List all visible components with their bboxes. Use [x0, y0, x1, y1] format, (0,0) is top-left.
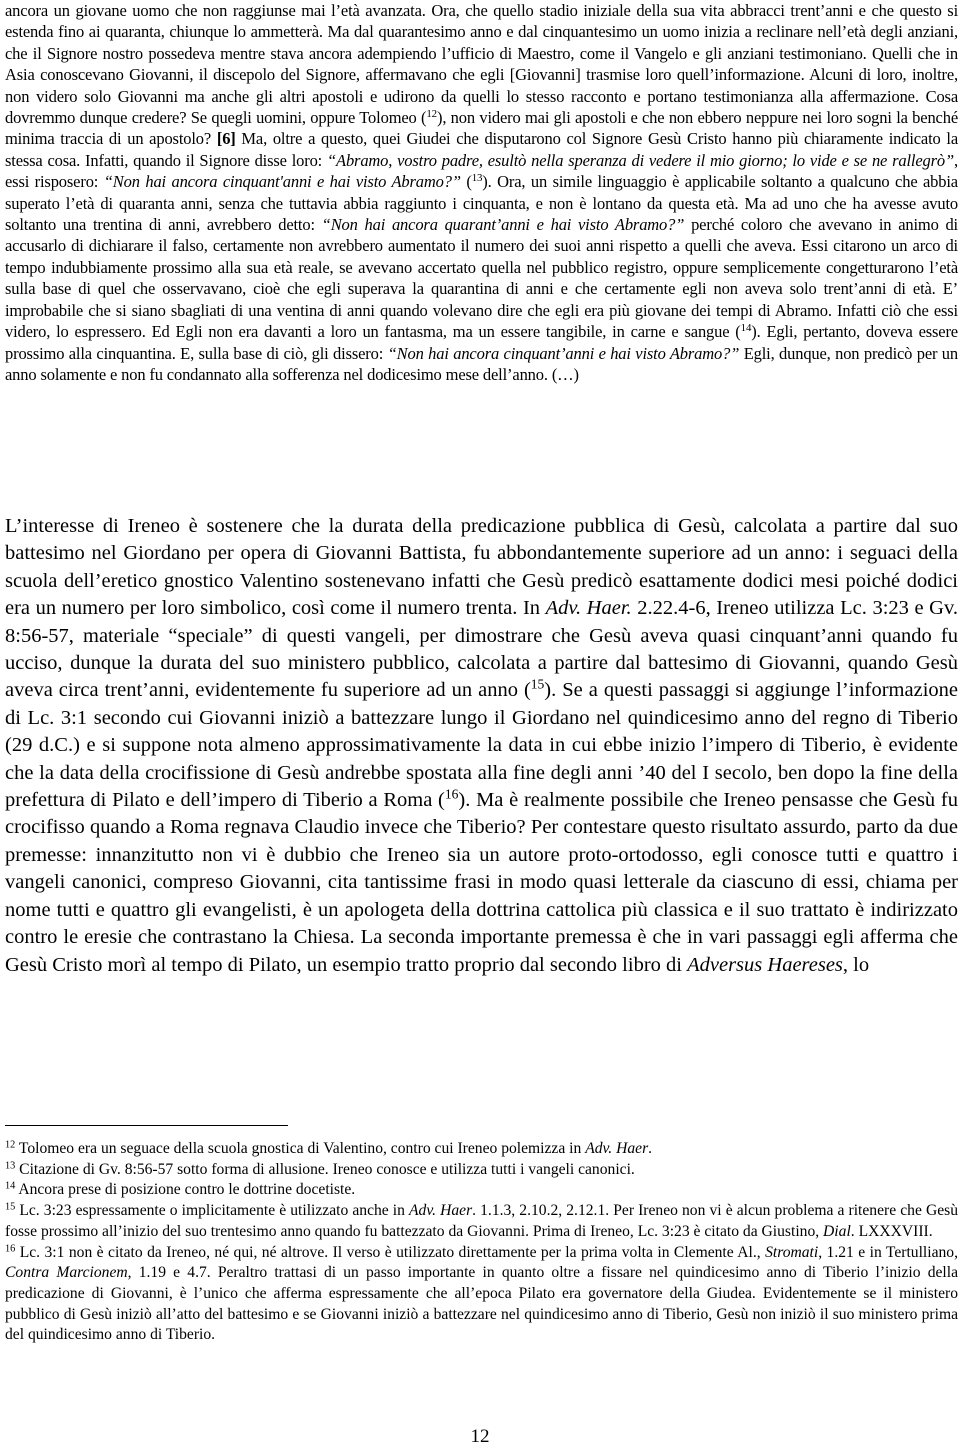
- body-paragraph: [5, 513, 958, 979]
- footnote-ref-12[interactable]: 12: [426, 108, 437, 121]
- footnote-15: [5, 1201, 958, 1242]
- quote-text: Ma, oltre a questo, quei Giudei che disputarono col Signore Gesù Cristo hanno più chiaramente indicato la stessa cosa. Infatti, quando il Signore disse loro:: [5, 129, 959, 170]
- body-text-run: 2.22.4-6, Ireneo utilizza Lc. 3:23 e Gv. 8:56-57, materiale “speciale” di questi vangeli, per dimostrare che Gesù aveva quasi cinquant’anni quando fu ucciso, dunque la durata del suo ministero pubblico, calcolata a partire dal battesimo di Giovanni, quando Gesù aveva circa trent’anni, evidentemente fu superiore ad un anno (: [5, 597, 958, 702]
- footnote-text: .: [648, 1140, 653, 1157]
- body-text: [5, 513, 958, 979]
- work-title: Adv. Haer: [409, 1202, 473, 1220]
- quote-italic: Abramo, vostro padre, esultò nella speranza di vedere il mio giorno; lo vide e se ne rallegrò: [336, 150, 945, 170]
- footnote-14: [5, 1180, 958, 1201]
- quote-text: perché coloro che avevano in animo di accusarlo di dichiarare il falso, certamente non avrebbero aumentato il numero dei suoi anni rispetto a quelli che aveva. Essi citarono un arco di tempo indubbiamente prossimo alla sua età reale, se avevano accertato quella nel pubblico registro, oppure semplicemente congetturarono l’età sulla base di quel che osservavano, cioè che egli superava la quarantina di anni e che certamente egli non aveva solo trent’anni di età. E’ improbabile che si siano sbagliati di una ventina di anni quando volevano dire che egli era più giovane dei tempi di Abramo. Infatti ciò che essi videro, lo espressero. Ed Egli non era davanti a loro un fantasma, ma un essere tangibile, in carne e sangue (: [5, 215, 958, 342]
- work-title: Adv. Haer.: [545, 597, 632, 620]
- footnote-16: [5, 1243, 958, 1347]
- body-text-run: ). Se a questi passaggi si aggiunge l’informazione di Lc. 3:1 secondo cui Giovanni iniziò a battezzare lungo il Giordano nel quindicesimo anno del regno di Tiberio (29 d.C.) e si suppone nota almeno approssimativamente la data in cui ebbe inizio l’impero di Tiberio, è evidente che la data della crocifissione di Gesù andrebbe spostata alla fine degli anni ’40 del I secolo, ben dopo la fine della prefettura di Pilato e dell’impero di Tiberio a Roma (: [5, 679, 958, 812]
- footnote-text: . LXXXVIII.: [850, 1222, 933, 1240]
- footnote-text: Ancora prese di posizione contro le dottrine docetiste.: [15, 1181, 356, 1199]
- quote-text: , essi risposero:: [5, 150, 958, 192]
- quote-italic: Non hai ancora cinquant’anni e hai visto Abramo?: [396, 343, 731, 363]
- footnote-number: 16: [5, 1242, 16, 1254]
- footnote-text: Citazione di Gv. 8:56-57 sotto forma di allusione. Ireneo conosce e utilizza tutti i vangeli canonici.: [15, 1160, 635, 1178]
- work-title: Stromati: [765, 1243, 819, 1261]
- quote-italic: Non hai ancora cinquant'anni e hai visto Abramo?: [112, 172, 452, 192]
- footnote-text: , 1.19 e 4.7. Peraltro trattasi di un passo importante in quanto oltre a fissare nel quindicesimo anno di Tiberio l’inizio della predicazione di Giovanni, è l’unico che afferma espressamente che all’epoca Pilato era governatore della Giudea. Evidentemente se il ministero pubblico di Gesù iniziò all’atto del battesimo e se Giovanni iniziò a battezzare nel quindicesimo anno di Tiberio, Gesù non iniziò il suo ministero prima del quindicesimo anno di Tiberio.: [5, 1264, 958, 1344]
- work-title: Contra Marcionem: [5, 1264, 128, 1282]
- section-marker: [6]: [216, 129, 236, 149]
- footnote-12: [5, 1139, 958, 1160]
- quote-paragraph: ancora un giovane uomo che non raggiunse mai l’età avanzata. Ora, che quello stadio iniziale della sua vita abbracci trent’anni e che questo si estenda fino ai quaranta, chiunque lo ammetterà. Ma dal quarantesimo anno e dal cinquantesimo un uomo inizia a reclinare nell’età degli anziani, che il Signore nostro possedeva mentre stava ancora adempiendo l’ufficio di Maestro, come il Vangelo e gli anziani testimoniano. Quelli che in Asia conoscevano Giovanni, il discepolo del Signore, affermavano che egli [Giovanni] trasmise loro quell’informazione. Alcuni di loro, inoltre, non videro solo Giovanni ma anche gli altri apostoli e udirono da quelli lo stesso racconto e portano testimonianza alla affermazione. Cosa dovremmo dunque credere? Se quegli uomini, oppure Tolomeo ($^{12}$), non videro mai gli apostoli e che non ebbero neppure nei loro sogni la benché minima traccia di un apostolo? [6] Ma, oltre a questo, quei Giudei che disputarono col Signore Gesù Cristo hanno più chiaramente indicato la stessa cosa. Infatti, quando il Signore disse loro: “Abramo, vostro padre, esultò nella speranza di vedere il mio giorno; lo vide e se ne rallegrò”, essi risposero: “Non hai ancora cinquant'anni e hai visto Abramo?” ($^{13}$). Ora, un simile linguaggio è applicabile soltanto a qualcuno che abbia superato l’età di quaranta anni, senza che tuttavia abbia raggiunto i cinquanta, e non è lontano da questa età. Ma ad uno che ha avesse avuto soltanto una trentina di anni, avrebbero detto: “Non hai ancora quarant’anni e hai visto Abramo?” perché coloro che avevano in animo di accusarlo di dichiarare il falso, certamente non avrebbero aumentato il numero dei suoi anni rispetto a quelli che aveva. Essi citarono un arco di tempo indubbiamente prossimo alla sua età reale, se avevano accertato quella nel pubblico registro, oppure semplicemente congetturarono l’età sulla base di quel che osservavano, cioè che egli superava la quarantina di anni e che certamente egli non aveva solo trent’anni di età. E’ improbabile che si siano sbagliati di una ventina di anni quando volevano dire che egli era più giovane dei tempi di Abramo. Infatti ciò che essi videro, lo espressero. Ed Egli non era davanti a loro un fantasma, ma un essere tangibile, in carne e sangue ($^{14}$). Egli, pertanto, doveva essere prossimo alla cinquantina. E, sulla base di ciò, gli dissero: “Non hai ancora cinquant’anni e hai visto Abramo?” Egli, dunque, non predicò per un anno solamente e non fu condannato alla sofferenza nel dodicesimo mese dell’anno. (…): [5, 1, 959, 384]
- quote-italic: Non hai ancora quarant’anni e hai visto Abramo?: [330, 215, 676, 235]
- page-number: 12: [470, 1426, 490, 1447]
- footnote-ref-15[interactable]: 15: [530, 677, 545, 692]
- quote-text: ), non videro mai gli apostoli e che non ebbero neppure nei loro sogni la benché minima traccia di un apostolo?: [5, 108, 959, 149]
- work-title: Adversus Haereses: [687, 953, 843, 976]
- footnote-13: [5, 1160, 958, 1181]
- footnote-text: Lc. 3:1 non è citato da Ireneo, né qui, né altrove. Il verso è utilizzato direttamente per la prima volta in Clemente Al.,: [15, 1243, 766, 1261]
- footnote-ref-14[interactable]: 14: [740, 322, 752, 335]
- footnote-separator: [5, 1125, 288, 1126]
- footnote-number: 14: [5, 1180, 16, 1192]
- footnote-ref-13[interactable]: 13: [471, 172, 483, 185]
- quote-text: (: [460, 172, 472, 192]
- quote-text: ). Ora, un simile linguaggio è applicabile soltanto a qualcuno che abbia superato l’età di quaranta anni, senza che tuttavia abbia raggiunto i cinquanta, e non è lontano da questa età. Ma ad uno che ha avesse avuto soltanto una trentina di anni, avrebbero detto:: [5, 172, 958, 235]
- work-title: Adv. Haer: [585, 1140, 649, 1157]
- body-text-run: , lo: [842, 953, 870, 976]
- footnote-number: 15: [5, 1201, 16, 1213]
- footnote-text: Lc. 3:23 espressamente o implicitamente è utilizzato anche in: [15, 1202, 410, 1220]
- footnotes: [5, 1139, 958, 1346]
- body-text-run: ). Ma è realmente possibile che Ireneo pensasse che Gesù fu crocifisso quando a Roma regnava Claudio invece che Tiberio? Per contestare questo risultato assurdo, parto da due premesse: innanzitutto non vi è dubbio che Ireneo sia un autore proto-ortodosso, egli conosce tutti e quattro i vangeli canonici, compreso Giovanni, cita tantissime frasi in modo quasi letterale da ciascuno di essi, chiama per nome tutti e quattro gli evangelisti, è un apologeta della dottrina cattolica più classica e il suo trattato è indirizzato contro le eresie che contrastano la Chiesa. La seconda importante premessa è che in vari passaggi egli afferma che Gesù Cristo morì al tempo di Pilato, un esempio tratto proprio dal secondo libro di: [5, 789, 958, 976]
- work-title: Dial: [823, 1222, 851, 1240]
- footnote-text: Tolomeo era un seguace della scuola gnostica di Valentino, contro cui Ireneo polemizza in: [15, 1140, 586, 1157]
- quote-text: ancora un giovane uomo che non raggiunse mai l’età avanzata. Ora, che quello stadio iniziale della sua vita abbracci trent’anni e che questo si estenda fino ai quaranta, chiunque lo ammetterà. Ma dal quarantesimo anno e dal cinquantesimo un uomo inizia a reclinare nell’età degli anziani, che il Signore nostro possedeva mentre stava ancora adempiendo l’ufficio di Maestro, come il Vangelo e gli anziani testimoniano. Quelli che in Asia conoscevano Giovanni, il discepolo del Signore, affermavano che egli [Giovanni] trasmise loro quell’informazione. Alcuni di loro, inoltre, non videro solo Giovanni ma anche gli altri apostoli e udirono da quelli lo stesso racconto e portano testimonianza alla affermazione. Cosa dovremmo dunque credere? Se quegli uomini, oppure Tolomeo (: [5, 1, 958, 128]
- footnote-text: . 1.1.3, 2.10.2, 2.12.1. Per Ireneo non vi è alcun problema a ritenere che Gesù fosse prossimo all’inizio del suo trentesimo anno quando fu battezzato da Giovanni. Prima di Ireneo, Lc. 3:23 è citato da Giustino,: [5, 1202, 958, 1240]
- footnote-text: , 1.21 e in Tertulliano,: [818, 1243, 958, 1261]
- footnote-number: 12: [5, 1139, 16, 1151]
- quote-text: Egli, dunque, non predicò per un anno solamente e non fu condannato alla sofferenza nel dodicesimo mese dell’anno. (…): [5, 343, 958, 384]
- body-text-run: L’interesse di Ireneo è sostenere che la durata della predicazione pubblica di Gesù, calcolata a partire dal suo battesimo nel Giordano per opera di Giovanni Battista, fu abbondantemente superiore ad un anno: i seguaci della scuola dell’eretico gnostico Valentino sostenevano infatti che Gesù predicò esattamente dodici mesi poiché dodici era un numero per loro simbolico, così come il numero trenta. In: [5, 515, 958, 620]
- footnote-ref-16[interactable]: 16: [444, 786, 459, 802]
- footnote-number: 13: [5, 1160, 16, 1172]
- quote-text: ). Egli, pertanto, doveva essere prossimo alla cinquantina. E, sulla base di ciò, gli dissero:: [5, 322, 958, 363]
- quoted-passage: [5, 0, 958, 385]
